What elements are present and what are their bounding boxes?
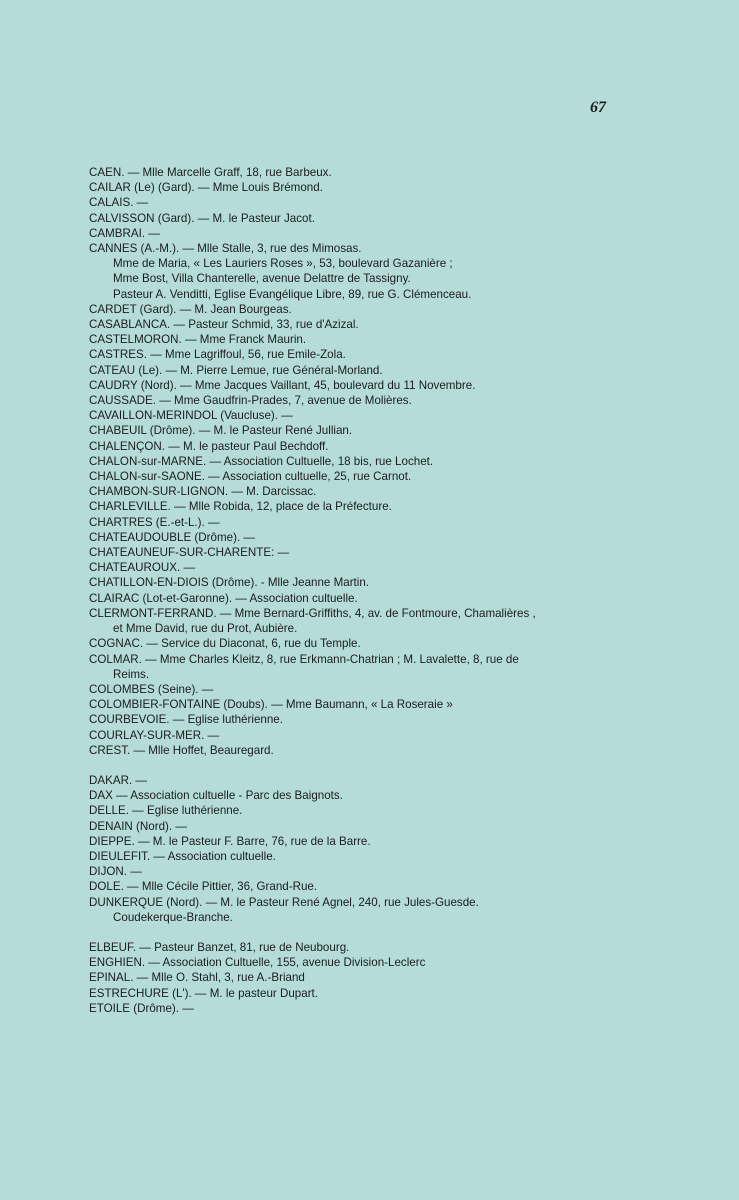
entry-line: CHATEAUROUX. — — [89, 561, 196, 575]
entry-line: DIEPPE. — M. le Pasteur F. Barre, 76, rue de la Barre. — [89, 834, 371, 848]
entry-line: CASTRES. — Mme Lagriffoul, 56, rue Emile-Zola. — [89, 348, 346, 362]
entry-line: COURLAY-SUR-MER. — — [89, 728, 220, 742]
entry-line: COURBEVOIE. — Eglise luthérienne. — [89, 713, 283, 727]
directory-entry — [89, 986, 669, 1001]
entry-line: CAUSSADE. — Mme Gaudfrin-Prades, 7, avenue de Molières. — [89, 394, 412, 408]
entry-line: CHATEAUNEUF-SUR-CHARENTE: — — [89, 546, 290, 560]
entry-line: CANNES (A.-M.). — Mlle Stalle, 3, rue des Mimosas. — [89, 242, 362, 256]
entry-line: ENGHIEN. — Association Cultuelle, 155, avenue Division-Leclerc — [89, 956, 426, 970]
directory-entry — [89, 378, 669, 393]
entry-line: CALVISSON (Gard). — M. le Pasteur Jacot. — [89, 211, 315, 225]
directory-entry — [89, 712, 669, 727]
entry-continuation-line: et Mme David, rue du Prot, Aubière. — [113, 622, 298, 636]
directory-entry — [89, 165, 669, 180]
entry-line: DAX — Association cultuelle - Parc des Baignots. — [89, 789, 343, 803]
directory-entry — [89, 955, 669, 970]
directory-entry — [89, 332, 669, 347]
section-gap — [89, 925, 669, 940]
directory-entry — [89, 1001, 669, 1016]
entry-continuation-line: Mme Bost, Villa Chanterelle, avenue Delattre de Tassigny. — [113, 272, 411, 286]
directory-entry — [89, 363, 669, 378]
directory-entry — [89, 773, 669, 788]
directory-entry — [89, 940, 669, 955]
directory-entry — [89, 682, 669, 697]
directory-entry — [89, 195, 669, 210]
directory-entry — [89, 803, 669, 818]
directory-entry — [89, 302, 669, 317]
directory-entry — [89, 697, 669, 712]
entry-line: CHALENÇON. — M. le pasteur Paul Bechdoff. — [89, 439, 329, 453]
entry-line: CREST. — Mlle Hoffet, Beauregard. — [89, 743, 274, 757]
directory-entry — [89, 226, 669, 241]
entry-line: DUNKERQUE (Nord). — M. le Pasteur René Agnel, 240, rue Jules-Guesde. — [89, 895, 479, 909]
entry-line: DIEULEFIT. — Association cultuelle. — [89, 849, 276, 863]
directory-entry — [89, 545, 669, 560]
entry-line: CAILAR (Le) (Gard). — Mme Louis Brémond. — [89, 181, 323, 195]
directory-entry — [89, 728, 669, 743]
entry-line: DELLE. — Eglise luthérienne. — [89, 804, 243, 818]
entry-line: CHARTRES (E.-et-L.). — — [89, 515, 220, 529]
entry-line: COLOMBIER-FONTAINE (Doubs). — Mme Baumann, « La Roseraie » — [89, 698, 453, 712]
entry-line: CAMBRAI. — — [89, 226, 160, 240]
directory-entry — [89, 788, 669, 803]
directory-section — [89, 940, 669, 1016]
entry-line: CLAIRAC (Lot-et-Garonne). — Association cultuelle. — [89, 591, 358, 605]
directory-entry — [89, 591, 669, 606]
entry-line: CHARLEVILLE. — Mlle Robida, 12, place de la Préfecture. — [89, 500, 392, 514]
entry-line: CAEN. — Mlle Marcelle Graff, 18, rue Barbeux. — [89, 166, 332, 179]
directory-entry — [89, 423, 669, 438]
page-number: 67 — [590, 99, 606, 116]
entry-line: ETOILE (Drôme). — — [89, 1001, 194, 1015]
entry-line: COLMAR. — Mme Charles Kleitz, 8, rue Erkmann-Chatrian ; M. Lavalette, 8, rue de — [89, 652, 519, 666]
entry-line: DOLE. — Mlle Cécile Pittier, 36, Grand-Rue. — [89, 880, 318, 894]
entry-line: DIJON. — — [89, 865, 142, 879]
entry-line: ESTRECHURE (L'). — M. le pasteur Dupart. — [89, 986, 318, 1000]
directory-entry — [89, 864, 669, 879]
directory-entry — [89, 849, 669, 864]
directory-entry — [89, 515, 669, 530]
directory-entry — [89, 439, 669, 454]
entry-line: DENAIN (Nord). — — [89, 819, 187, 833]
entry-line: DAKAR. — — [89, 773, 147, 787]
entry-line: CHATILLON-EN-DIOIS (Drôme). - Mlle Jeanne Martin. — [89, 576, 370, 590]
entry-line: CAVAILLON-MERINDOL (Vaucluse). — — [89, 409, 293, 423]
directory-entry — [89, 575, 669, 590]
entry-continuation-line: Coudekerque-Branche. — [113, 910, 233, 924]
entry-line: COLOMBES (Seine). — — [89, 682, 214, 696]
directory-entry — [89, 895, 669, 925]
directory-entry — [89, 606, 669, 636]
directory-entry — [89, 347, 669, 362]
entry-line: CASABLANCA. — Pasteur Schmid, 33, rue d'Azizal. — [89, 318, 359, 332]
directory-section — [89, 165, 669, 758]
directory-entry — [89, 241, 669, 302]
entry-line: EPINAL. — Mlle O. Stahl, 3, rue A.-Briand — [89, 971, 305, 985]
directory-entry — [89, 652, 669, 682]
directory-entry — [89, 180, 669, 195]
directory-entry — [89, 819, 669, 834]
directory-section — [89, 773, 669, 925]
entry-line: CASTELMORON. — Mme Franck Maurin. — [89, 333, 307, 347]
entry-continuation-line: Reims. — [113, 667, 150, 681]
entry-continuation-line: Mme de Maria, « Les Lauriers Roses », 53, boulevard Gazanière ; — [113, 257, 453, 271]
directory-entries — [89, 165, 669, 1016]
entry-line: CAUDRY (Nord). — Mme Jacques Vaillant, 45, boulevard du 11 Novembre. — [89, 378, 476, 392]
entry-line: CLERMONT-FERRAND. — Mme Bernard-Griffiths, 4, av. de Fontmoure, Chamalières , — [89, 606, 536, 620]
entry-line: ELBEUF. — Pasteur Banzet, 81, rue de Neubourg. — [89, 940, 350, 954]
directory-entry — [89, 834, 669, 849]
directory-entry — [89, 879, 669, 894]
entry-line: CHATEAUDOUBLE (Drôme). — — [89, 530, 255, 544]
entry-line: CALAIS. — — [89, 196, 149, 210]
entry-line: CARDET (Gard). — M. Jean Bourgeas. — [89, 302, 292, 316]
entry-line: CHALON-sur-MARNE. — Association Cultuelle, 18 bis, rue Lochet. — [89, 454, 434, 468]
directory-entry — [89, 560, 669, 575]
directory-entry — [89, 636, 669, 651]
directory-entry — [89, 484, 669, 499]
entry-line: CATEAU (Le). — M. Pierre Lemue, rue Général-Morland. — [89, 363, 383, 377]
directory-entry — [89, 469, 669, 484]
directory-entry — [89, 393, 669, 408]
directory-entry — [89, 499, 669, 514]
directory-entry — [89, 530, 669, 545]
entry-continuation-line: Pasteur A. Venditti, Eglise Evangélique Libre, 89, rue G. Clémenceau. — [113, 287, 472, 301]
entry-line: CHABEUIL (Drôme). — M. le Pasteur René Jullian. — [89, 424, 353, 438]
entry-line: CHALON-sur-SAONE. — Association cultuelle, 25, rue Carnot. — [89, 470, 412, 484]
directory-entry — [89, 970, 669, 985]
directory-entry — [89, 454, 669, 469]
directory-entry — [89, 408, 669, 423]
directory-entry — [89, 317, 669, 332]
directory-entry — [89, 743, 669, 758]
entry-line: COGNAC. — Service du Diaconat, 6, rue du Temple. — [89, 637, 361, 651]
entry-line: CHAMBON-SUR-LIGNON. — M. Darcissac. — [89, 485, 317, 499]
section-gap — [89, 758, 669, 773]
directory-entry — [89, 211, 669, 226]
